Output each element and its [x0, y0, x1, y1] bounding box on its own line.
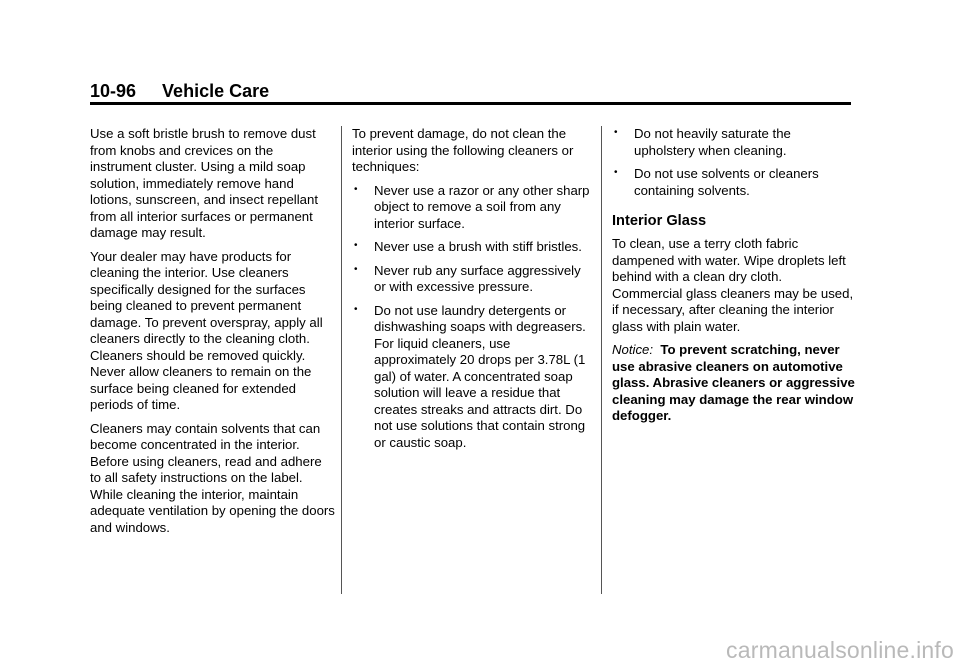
paragraph-interior-glass: To clean, use a terry cloth fabric dampened with water. Wipe droplets left behind with a clean dry cloth. Commercial glass cleaners may be used, if necessary, after cleaning the interior glass with plain water. [612, 236, 854, 334]
bullet-icon: • [354, 240, 358, 251]
notice-text: To prevent scratching, never use abrasive cleaners on automotive glass. Abrasive cleaners or aggressive cleaning may damage the rear window defogger. [612, 342, 855, 423]
paragraph-solvents: Cleaners may contain solvents that can become concentrated in the interior. Before using cleaners, read and adhere to all safety instructions on the label. While cleaning the interior, maintain adequate ventilation by opening the doors and windows. [90, 420, 335, 535]
notice-label: Notice: [612, 342, 654, 357]
column-3 [612, 126, 855, 432]
watermark: carmanualsonline.info [726, 637, 954, 663]
section-title: Vehicle Care [162, 81, 270, 101]
paragraph-brush: Use a soft bristle brush to remove dust from knobs and crevices on the instrument cluster. Using a mild soap solution, immediately remove hand lotions, sunscreen, and insect repellant from all interior surfaces or permanent damage may result. [90, 126, 318, 240]
paragraph-prevent-damage: To prevent damage, do not clean the interior using the following cleaners or techniques: [352, 126, 574, 174]
bullet-list-continued [612, 126, 855, 199]
bullet-icon: • [354, 183, 358, 195]
column-divider-2 [601, 126, 602, 594]
bullet-list-techniques [352, 183, 594, 452]
list-item: • Never use a brush with stiff bristles. [354, 239, 582, 254]
bullet-icon: • [614, 167, 618, 178]
page-number: 10-96 [90, 81, 137, 101]
notice [612, 342, 855, 425]
column-2 [352, 126, 594, 458]
bullet-icon: • [354, 263, 358, 275]
bullet-icon: • [354, 303, 358, 315]
list-item: • Never rub any surface aggressively or with excessive pressure. [354, 262, 581, 294]
interior-glass-heading: Interior Glass [612, 213, 707, 229]
column-divider-1 [341, 126, 342, 594]
list-item: • Never use a razor or any other sharp object to remove a soil from any interior surface. [354, 182, 590, 231]
list-item: • Do not heavily saturate the upholstery when cleaning. [614, 126, 791, 158]
list-item: • Do not use solvents or cleaners containing solvents. [614, 166, 819, 198]
page-header [90, 80, 269, 102]
header-rule [90, 102, 851, 105]
column-1 [90, 126, 335, 543]
bullet-icon: • [614, 127, 618, 138]
paragraph-dealer-products: Your dealer may have products for cleaning the interior. Use cleaners specifically designed for the surfaces being cleaned to prevent permanent damage. To prevent overspray, apply all cleaners directly to the cleaning cloth. Cleaners should be removed quickly. Never allow cleaners to remain on the surface being cleaned for extended periods of time. [90, 248, 323, 412]
list-item: • Do not use laundry detergents or dishwashing soaps with degreasers. For liquid cleaners, use approximately 20 drops per 3.78L (1 gal) of water. A concentrated soap solution will leave a residue that creates streaks and attracts dirt. Do not use solutions that contain strong or caustic soap. [354, 302, 586, 450]
